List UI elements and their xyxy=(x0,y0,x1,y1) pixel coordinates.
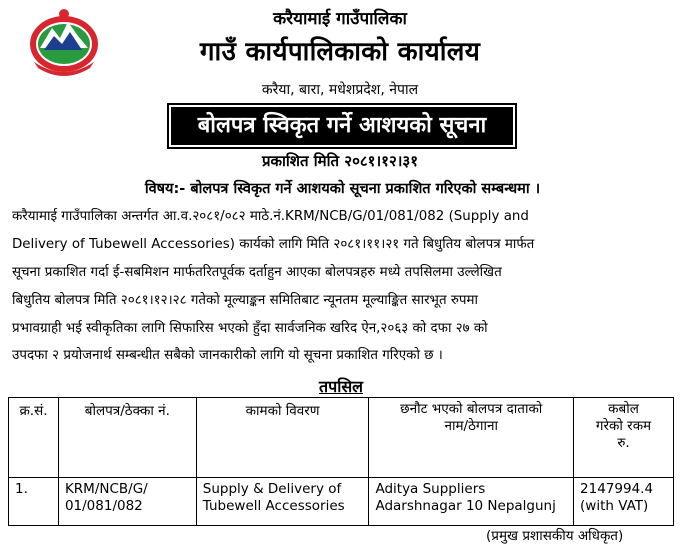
header-bidder-line1: छनौट भएको बोलपत्र दाताको xyxy=(400,401,543,417)
office-name: गाउँ कार्यपालिकाको कार्यालय xyxy=(199,37,481,67)
row-sn: 1. xyxy=(9,478,59,526)
office-address: करैया, बारा, मधेशप्रदेश, नेपाल xyxy=(261,82,419,98)
body-line-6: उपदफा २ प्रयोजनार्थ सम्बन्धीत सबैको जानकारीको लागि यो सूचना प्रकाशित गरिएको छ । xyxy=(12,348,443,363)
table-header-row xyxy=(9,398,674,478)
header-amount-line3: रु. xyxy=(617,435,630,451)
body-line-1: करैयामाई गाउँपालिका अन्तर्गत आ.व.२०८१/०८२ माठे.नं.KRM/NCB/G/01/081/082 (Supply and xyxy=(12,209,529,224)
municipality-name: करैयामाई गाउँपालिका xyxy=(273,9,407,29)
header-contract: बोलपत्र/ठेक्का नं. xyxy=(58,398,196,478)
row-amount xyxy=(574,478,674,526)
row-bidder xyxy=(369,478,574,526)
table-heading: तपसिल xyxy=(318,377,364,396)
award-table xyxy=(8,397,674,526)
header-description: कामको विवरण xyxy=(196,398,369,478)
row-contract-line2: 01/081/082 xyxy=(64,498,143,514)
signature-line: (प्रमुख प्रशासकीय अधिकृत) xyxy=(486,528,624,544)
row-contract-line1: KRM/NCB/G/ xyxy=(64,481,148,497)
row-bidder-line1: Aditya Suppliers xyxy=(375,481,486,497)
header-bidder-line2: नाम/ठेगाना xyxy=(444,418,499,434)
body-line-4: बिधुतिय बोलपत्र मिति २०८१।१२।२८ गतेको मूल्याङ्कन समितिबाट न्यूनतम मूल्याङ्कित सारभूत रुपमा xyxy=(12,293,478,308)
row-contract xyxy=(58,478,196,526)
notice-title-banner: बोलपत्र स्विकृत गर्ने आशयको सूचना xyxy=(171,107,513,145)
body-line-5: प्रभावग्राही भई स्वीकृतिका लागि सिफारिस भएको हुँदा सार्वजनिक खरिद ऐन,२०६३ को दफा २७ को xyxy=(12,321,488,336)
nepal-emblem-icon xyxy=(26,8,102,76)
header-amount xyxy=(574,398,674,478)
header-sn: क्र.सं. xyxy=(9,398,59,478)
row-amount-line1: 2147994.4 xyxy=(580,481,654,497)
row-bidder-line2: Adarshnagar 10 Nepalgunj xyxy=(375,498,556,514)
row-amount-line2: (with VAT) xyxy=(580,498,649,514)
header-bidder xyxy=(369,398,574,478)
published-date: प्रकाशित मिति २०८१।१२।३१ xyxy=(261,152,419,170)
header-amount-line2: गरेको रकम xyxy=(595,418,652,434)
row-description xyxy=(196,478,369,526)
body-line-3: सूचना प्रकाशित गर्दा ई-सबमिशन मार्फतरितपूर्वक दर्ताहुन आएका बोलपत्रहरु मध्ये तपसिलमा उल्लेखित xyxy=(12,265,502,280)
row-desc-line2: Tubewell Accessories xyxy=(202,498,345,514)
table-row xyxy=(9,478,674,526)
notice-subject: विषय:- बोलपत्र स्विकृत गर्ने आशयको सूचना प्रकाशित गरिएको सम्बन्धमा । xyxy=(144,181,541,197)
header-amount-line1: कबोल xyxy=(608,401,639,417)
row-desc-line1: Supply & Delivery of xyxy=(202,481,342,497)
body-line-2: Delivery of Tubewell Accessories) कार्यको लागि मिति २०८१।११।२१ गते बिधुतिय बोलपत्र मार्फत xyxy=(12,237,535,252)
